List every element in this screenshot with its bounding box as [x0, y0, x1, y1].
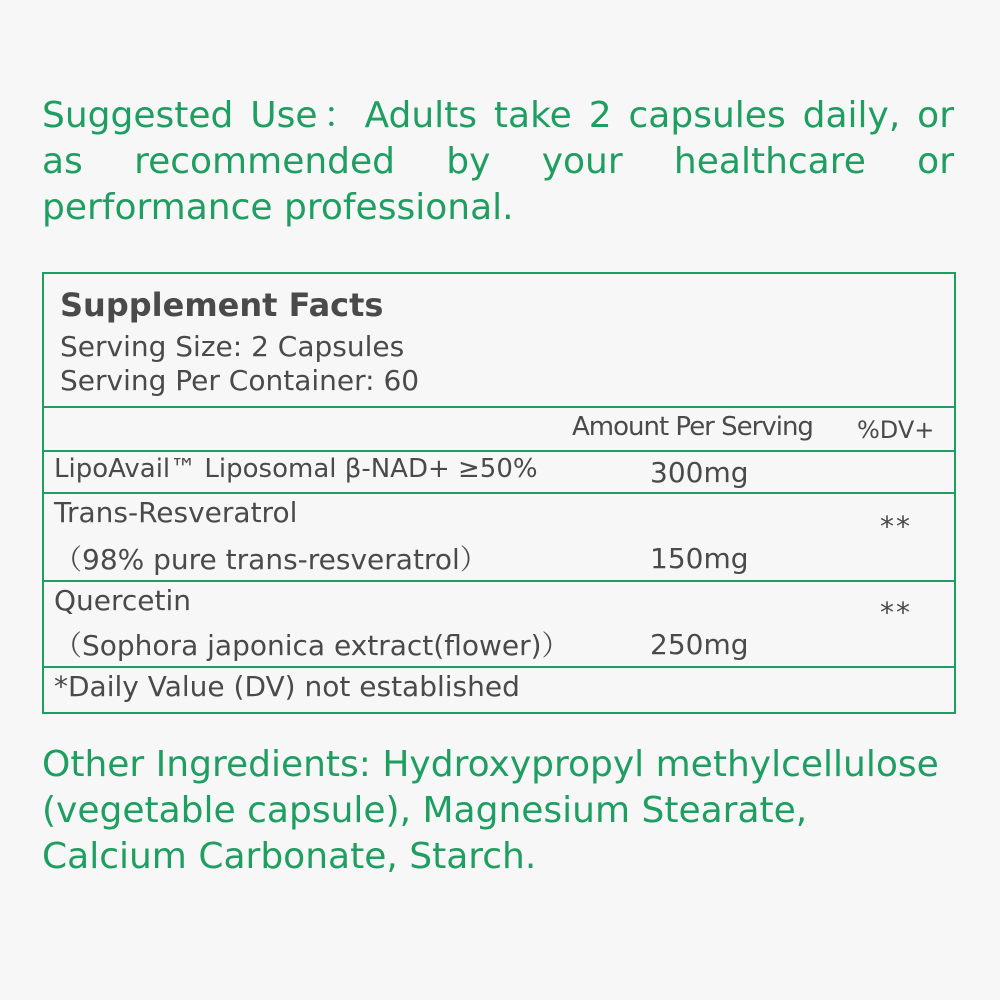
- divider: [44, 492, 954, 494]
- ingredient-source: （98% pure trans-resveratrol）: [54, 543, 488, 576]
- ingredient-amount: 150mg: [650, 542, 749, 575]
- divider: [44, 580, 954, 582]
- ingredient-amount: 300mg: [650, 456, 749, 489]
- facts-title: Supplement Facts: [60, 286, 384, 324]
- divider: [44, 450, 954, 452]
- header-amount-per-serving: Amount Per Serving: [572, 412, 813, 442]
- supplement-facts-panel: [42, 272, 956, 714]
- serving-size: Serving Size: 2 Capsules: [60, 330, 405, 363]
- other-ingredients-text: Other Ingredients: Hydroxypropyl methylcellulose (vegetable capsule), Magnesium Stearate, Calcium Carbonate, Starch.: [42, 744, 939, 877]
- ingredient-name: Trans-Resveratrol: [54, 496, 298, 529]
- ingredient-dv: **: [880, 510, 912, 543]
- suggested-use-text: Suggested Use：Adults take 2 capsules daily, or as recommended by your healthcare or performance professional.: [42, 95, 954, 228]
- servings-per-container: Serving Per Container: 60: [60, 364, 420, 397]
- ingredient-amount: 250mg: [650, 628, 749, 661]
- ingredient-dv: **: [880, 596, 912, 629]
- divider: [44, 406, 954, 408]
- ingredient-name: Quercetin: [54, 584, 192, 617]
- footnote: *Daily Value (DV) not established: [54, 670, 520, 703]
- header-daily-value: %DV+: [857, 416, 935, 444]
- ingredient-name: LipoAvail™ Liposomal β-NAD+ ≥50%: [54, 454, 538, 484]
- ingredient-source: （Sophora japonica extract(flower)）: [54, 629, 570, 662]
- divider: [44, 666, 954, 668]
